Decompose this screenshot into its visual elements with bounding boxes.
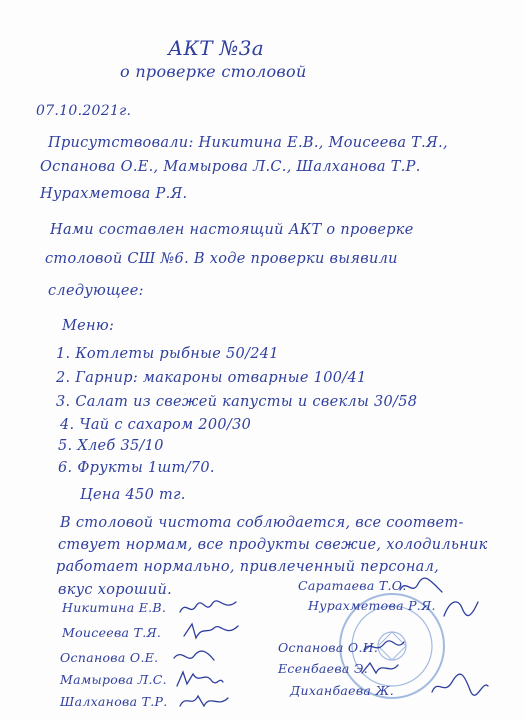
menu-item: 6. Фрукты 1шт/70. (58, 460, 215, 476)
signature-name-left: Моисеева Т.Я. (62, 625, 162, 640)
signature-scribble (175, 668, 225, 690)
signature-name-right: Оспанова О.И. (278, 640, 379, 655)
body-line: Присутствовали: Никитина Е.В., Моисеева Т.Я., (48, 135, 448, 151)
signature-name-left: Оспанова О.Е. (60, 650, 159, 665)
conclusion-line: В столовой чистота соблюдается, все соответ- (60, 515, 464, 531)
signature-scribble (178, 598, 238, 618)
body-line: следующее: (48, 283, 144, 299)
menu-item: 4. Чай с сахаром 200/30 (60, 417, 252, 433)
menu-heading: Меню: (62, 318, 115, 334)
signature-scribble (398, 576, 444, 598)
signature-name-left: Шалханова Т.Р. (60, 694, 168, 709)
body-line: столовой СШ №6. В ходе проверки выявили (45, 251, 398, 267)
document-title: АКТ №3а (168, 36, 264, 60)
document-date: 07.10.2021г. (36, 103, 132, 119)
signature-name-right: Нурахметова Р.Я. (308, 598, 436, 613)
signature-name-right: Диханбаева Ж. (290, 683, 395, 698)
signature-name-left: Никитина Е.В. (62, 600, 167, 615)
menu-item: 3. Салат из свежей капусты и свеклы 30/58 (56, 394, 418, 410)
menu-item: 5. Хлеб 35/10 (58, 438, 164, 454)
menu-item: 1. Котлеты рыбные 50/241 (56, 346, 279, 362)
body-line: Оспанова О.Е., Мамырова Л.С., Шалханова Т.Р. (40, 159, 421, 175)
body-line: Нурахметова Р.Я. (40, 186, 188, 202)
signature-scribble (440, 596, 480, 622)
document-subtitle: о проверке столовой (120, 62, 307, 81)
signature-scribble (430, 672, 490, 700)
signature-scribble (178, 690, 230, 712)
conclusion-line: работает нормально, привлеченный персонал, (56, 559, 440, 575)
menu-item: 2. Гарнир: макароны отварные 100/41 (56, 370, 367, 386)
signature-scribble (362, 636, 406, 658)
signature-scribble (172, 646, 216, 666)
signature-name-left: Мамырова Л.С. (60, 672, 167, 687)
signature-name-right: Есенбаева Э. (278, 661, 369, 676)
conclusion-line: ствует нормам, все продукты свежие, холодильник (58, 537, 488, 553)
signature-name-right: Саратаева Т.О. (298, 578, 407, 593)
conclusion-line: вкус хороший. (58, 582, 173, 598)
menu-price: Цена 450 тг. (80, 487, 186, 503)
body-line: Нами составлен настоящий АКТ о проверке (50, 222, 414, 238)
signature-scribble (360, 657, 400, 679)
signature-scribble (182, 620, 240, 642)
